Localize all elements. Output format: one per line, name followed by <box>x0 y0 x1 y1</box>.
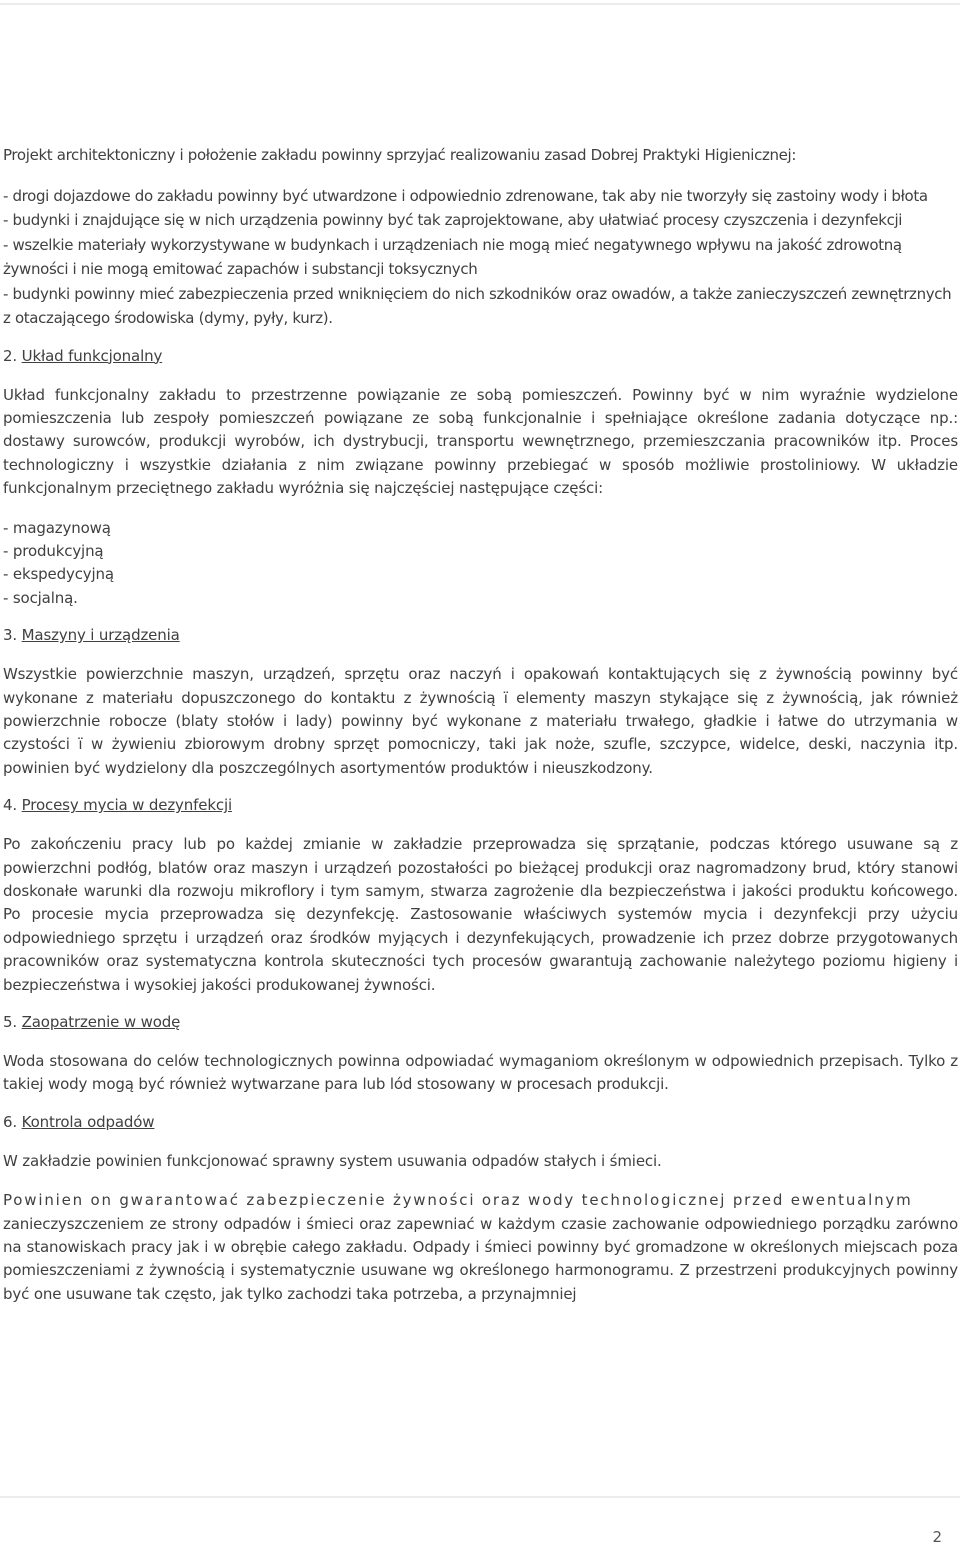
bottom-divider <box>0 1496 960 1498</box>
paragraph-continuation: zanieczyszczeniem ze strony odpadów i śmieci oraz zapewniać w każdym czasie zachowanie odpowiedniego porządku zarówno na stanowiskach pracy jak i w obrębie całego zakładu. Odpady i śmieci powinny być gromadzone w określonych miejscach poza pomieszczeniami z żywnością i systematycznie usuwane wg określonego harmonogramu. Z przestrzeni produkcyjnych powinny być one usuwane tak często, jak tylko zachodzi taka potrzeba, a przynajmniej <box>3 1214 958 1303</box>
section-heading-5 <box>3 1011 958 1034</box>
section-title-link[interactable]: Procesy mycia w dezynfekcji <box>21 796 233 815</box>
list-item: - produkcyjną <box>3 541 104 560</box>
document-body <box>3 143 958 1306</box>
section-3-paragraph: Wszystkie powierzchnie maszyn, urządzeń, sprzętu oraz naczyń i opakowań kontaktujących się z żywnością powinny być wykonane z materiału dopuszczonego do kontaktu z żywnością ï elementy maszyn stykające się z żywnością, jak również powierzchnie robocze (blaty stołów i lady) powinny być wykonane z materiału trwałego, gładkie i łatwe do utrzymania w czystości ï w żywieniu zbiorowym drobny sprzęt pomocniczy, taki jak noże, szufle, szczypce, widelce, deski, naczynia itp. powinien być wydzielony dla poszczególnych asortymentów produktów i nieuszkodzony. <box>3 665 958 777</box>
list-item: - magazynową <box>3 518 111 537</box>
list-item: - wszelkie materiały wykorzystywane w budynkach i urządzeniach nie mogą mieć negatywnego wpływu na jakość zdrowotną żywności i nie mogą emitować zapachów i substancji toksycznych <box>3 235 902 278</box>
section-heading-6 <box>3 1111 958 1134</box>
section-number: 4. <box>3 796 18 815</box>
requirements-list <box>3 184 958 331</box>
list-item: - budynki i znajdujące się w nich urządzenia powinny być tak zaprojektowane, aby ułatwiać procesy czyszczenia i dezynfekcji <box>3 211 903 229</box>
section-number: 3. <box>3 626 18 645</box>
section-number: 5. <box>3 1013 18 1032</box>
section-heading-3 <box>3 624 958 647</box>
section-6-paragraph-1: W zakładzie powinien funkcjonować sprawny system usuwania odpadów stałych i śmieci. <box>3 1151 662 1170</box>
section-title-link[interactable]: Kontrola odpadów <box>21 1112 155 1131</box>
intro-paragraph: Projekt architektoniczny i położenie zakładu powinny sprzyjać realizowaniu zasad Dobrej Praktyki Higienicznej: <box>3 146 797 164</box>
section-number: 2. <box>3 346 18 365</box>
list-item: - drogi dojazdowe do zakładu powinny być utwardzone i odpowiednio zdrenowane, tak aby nie tworzyły się zastoiny wody i błota <box>3 186 928 205</box>
section-number: 6. <box>3 1112 18 1131</box>
section-6-paragraph-2 <box>3 1189 958 1306</box>
section-5-paragraph: Woda stosowana do celów technologicznych powinna odpowiadać wymaganiom określonym w odpowiednich przepisach. Tylko z takiej wody mogą być również wytwarzane para lub lód stosowany w procesach produkcji. <box>3 1052 958 1094</box>
section-heading-4 <box>3 794 958 817</box>
paragraph-first-line: Powinien on gwarantować zabezpieczenie żywności oraz wody technologicznej przed ewentualnym <box>3 1191 913 1210</box>
list-item: - ekspedycyjną <box>3 565 114 584</box>
section-title-link[interactable]: Układ funkcjonalny <box>21 346 163 365</box>
section-heading-2 <box>3 345 958 368</box>
page-number: 2 <box>932 1528 942 1546</box>
top-divider <box>0 3 960 5</box>
list-item: - socjalną. <box>3 588 78 607</box>
section-title-link[interactable]: Zaopatrzenie w wodę <box>21 1013 181 1032</box>
parts-list <box>3 517 958 611</box>
list-item: - budynki powinny mieć zabezpieczenia przed wniknięciem do nich szkodników oraz owadów, a także zanieczyszczeń zewnętrznych z otaczającego środowiska (dymy, pyły, kurz). <box>3 284 952 327</box>
section-4-paragraph: Po zakończeniu pracy lub po każdej zmianie w zakładzie przeprowadza się sprzątanie, podczas którego usuwane są z powierzchni podłóg, blatów oraz maszyn i urządzeń pozostałości po bieżącej produkcji oraz nagromadzony brud, który stanowi doskonałe warunki dla rozwoju mikroflory i tym samym, stwarza zagrożenie dla bezpieczeństwa i jakości produktu końcowego. Po procesie mycia przeprowadza się dezynfekcję. Zastosowanie właściwych systemów mycia i dezynfekcji przy użyciu odpowiedniego sprzętu i urządzeń oraz środków myjących i dezynfekujących, prowadzenie ich przez dobrze przygotowanych pracowników oraz systematyczna kontrola skuteczności tych procesów gwarantują zachowanie należytego poziomu higieny i bezpieczeństwa i wysokiej jakości produkowanej żywności. <box>3 835 958 994</box>
section-title-link[interactable]: Maszyny i urządzenia <box>21 626 180 645</box>
section-2-paragraph: Układ funkcjonalny zakładu to przestrzenne powiązanie ze sobą pomieszczeń. Powinny być w nim wyraźnie wydzielone pomieszczenia lub zespoły pomieszczeń powiązane ze sobą funkcjonalnie i spełniające określone zadania dotyczące np.: dostawy surowców, produkcji wyrobów, ich dystrybucji, transportu wewnętrznego, przemieszczania pracowników itp. Proces technologiczny i wszystkie działania z nim związane powinny przebiegać w sposób możliwie prostoliniowy. W układzie funkcjonalnym przeciętnego zakładu wyróżnia się najczęściej następujące części: <box>3 385 958 498</box>
